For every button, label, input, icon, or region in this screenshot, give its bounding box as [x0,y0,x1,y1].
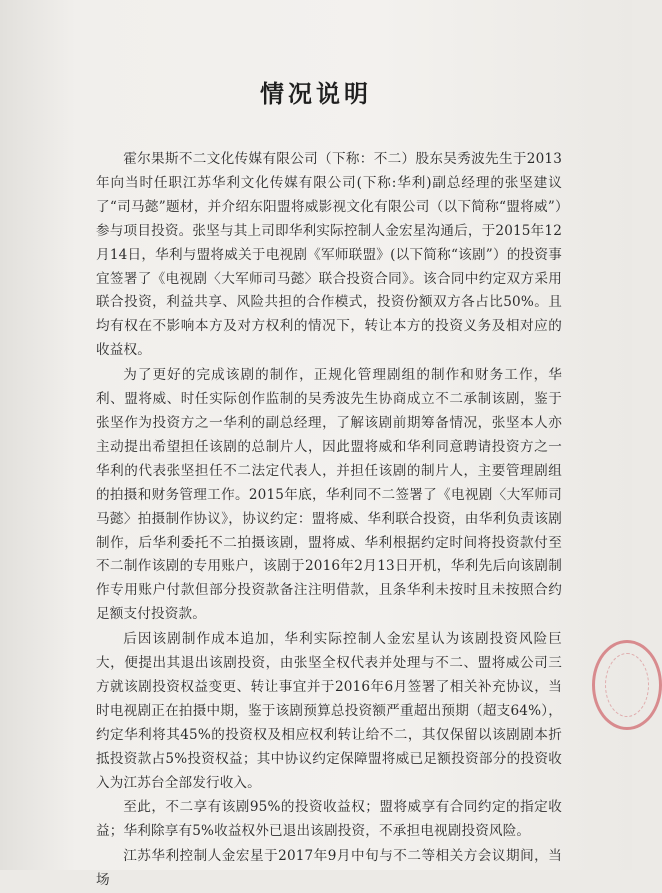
document-title: 情况说明 [260,79,372,108]
paragraph-4: 至此，不二享有该剧95%的投资收益权；盟将威享有合同约定的指定收益；华利除享有5%收益权外已退出该剧投资，不承担电视剧投资风险。 [96,799,562,840]
paragraph-5: 江苏华利控制人金宏星于2017年9月中旬与不二等相关方会议期间，当场 [96,848,562,889]
paragraph-2: 为了更好的完成该剧的制作，正规化管理剧组的制作和财务工作，华利、盟将威、时任实际创作监制的吴秀波先生协商成立不二承制该剧，鉴于张坚作为投资方之一华利的副总经理，了解该剧前期筹备情况，张坚本人亦主动提出希望担任该剧的总制片人，因此盟将威和华利同意聘请投资方之一华利的代表张坚担任不二法定代表人，并担任该剧的制片人，主要管理剧组的拍摄和财务管理工作。2015年底，华利同不二签署了《电视剧〈大军师司马懿〉拍摄制作协议》，协议约定：盟将威、华利联合投资，由华利负责该剧制作，后华利委托不二拍摄该剧，盟将威、华利根据约定时间将投资款付至不二制作该剧的专用账户，该剧于2016年2月13日开机，华利先后向该剧制作专用账户付款但部分投资款备注注明借款，且条华利未按时且未按照合约足额支付投资款。 [96,367,562,623]
red-seal-stamp [592,640,662,730]
paragraph-3: 后因该剧制作成本追加，华利实际控制人金宏星认为该剧投资风险巨大，便提出其退出该剧投资，由张坚全权代表并处理与不二、盟将威公司三方就该剧投资权益变更、转让事宜并于2016年6月签署了相关补充协议，当时电视剧正在拍摄中期，鉴于该剧预算总投资额严重超出预期（超支64%），约定华利将其45%的投资权及相应权利转让给不二，其仅保留以该剧剧本折抵投资款占5%投资权益；其中协议约定保障盟将威已足额投资部分的投资收入为江苏台全部发行收入。 [96,631,562,791]
document-body [96,148,562,893]
paragraph-1: 霍尔果斯不二文化传媒有限公司（下称：不二）股东吴秀波先生于2013年向当时任职江苏华利文化传媒有限公司(下称:华利)副总经理的张坚建议了“司马懿”题材，并介绍东阳盟将威影视文化有限公司（以下简称“盟将威”）参与项目投资。张坚与其上司即华利实际控制人金宏星沟通后，于2015年12月14日，华利与盟将威关于电视剧《军师联盟》(以下简称“该剧”）的投资事宜签署了《电视剧〈大军师司马懿〉联合投资合同》。该合同中约定双方采用联合投资，利益共享、风险共担的合作模式，投资份额双方各占比50%。且均有权在不影响本方及对方权利的情况下，转让本方的投资义务及相对应的收益权。 [96,151,562,359]
